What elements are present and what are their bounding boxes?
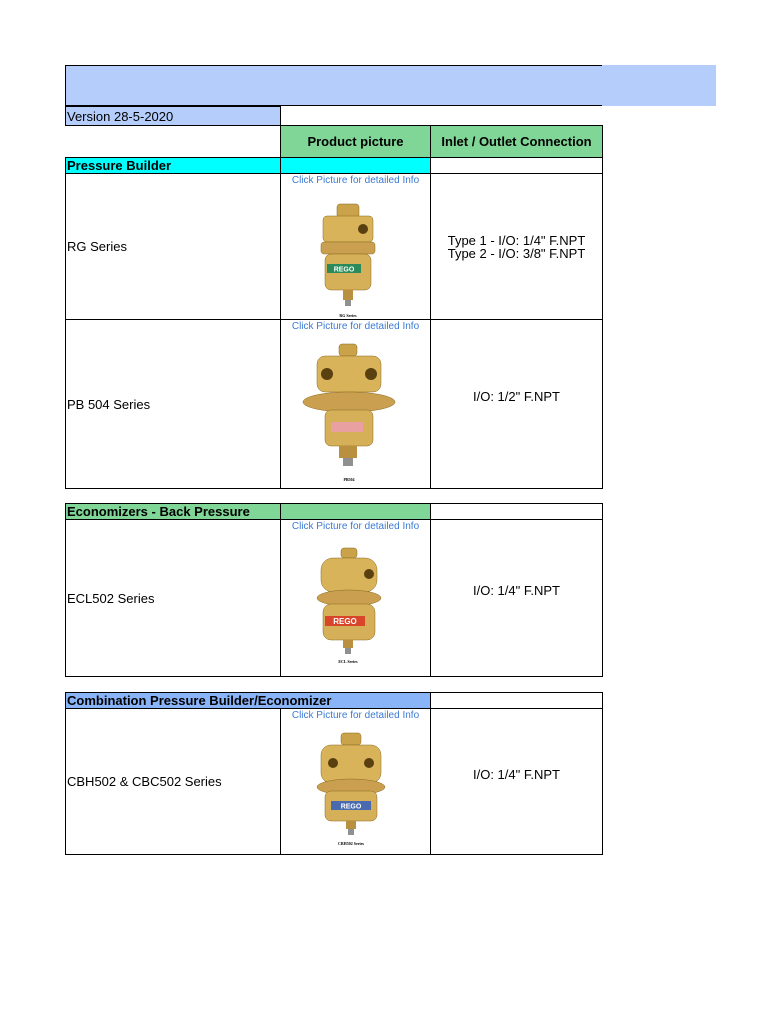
detailed-info-link[interactable]: Click Picture for detailed Info [291, 710, 420, 721]
version-text: Version 28-5-2020 [67, 108, 174, 124]
connection-text: Type 1 - I/O: 1/4" F.NPT [447, 232, 586, 248]
column-header-picture-label: Product picture [307, 134, 404, 149]
section-header-fill [280, 503, 431, 520]
section-header-fill [430, 157, 603, 174]
product-name-cell [65, 319, 281, 489]
title-band [65, 65, 602, 106]
title-band-extension [602, 65, 716, 106]
column-header-picture [280, 125, 431, 158]
connection-text: Type 2 - I/O: 3/8" F.NPT [447, 245, 586, 261]
connection-cell [430, 173, 603, 320]
connection-text: I/O: 1/2" F.NPT [473, 389, 560, 404]
section-title: Pressure Builder [67, 158, 172, 173]
version-label [65, 106, 281, 126]
column-header-connection-label: Inlet / Outlet Connection [441, 134, 592, 149]
section-header-combination [65, 692, 431, 709]
section-header-fill [280, 157, 431, 174]
detailed-info-link[interactable]: Click Picture for detailed Info [291, 175, 420, 186]
detailed-info-link[interactable]: Click Picture for detailed Info [291, 521, 420, 532]
cbh502-product-image[interactable] [311, 725, 391, 855]
image-caption: CBH502 Series [338, 841, 364, 846]
product-picture-cell [280, 708, 431, 855]
product-picture-cell [280, 519, 431, 677]
connection-cell [430, 319, 603, 489]
image-caption: ECL Series [338, 659, 358, 664]
section-header-fill [430, 503, 603, 520]
section-title: Economizers - Back Pressure [67, 504, 250, 519]
rego-logo: REGO [333, 617, 357, 626]
pb504-product-image[interactable] [301, 340, 397, 490]
connection-text: I/O: 1/4" F.NPT [473, 766, 560, 782]
rego-logo: REGO [340, 803, 362, 811]
product-name: CBH502 & CBC502 Series [67, 774, 222, 789]
product-name-cell [65, 708, 281, 855]
product-picture-cell [280, 173, 431, 320]
product-name: PB 504 Series [67, 396, 151, 412]
section-header-pressure-builder [65, 157, 281, 174]
product-name: ECL502 Series [67, 590, 155, 606]
column-header-connection [430, 125, 603, 158]
connection-text: I/O: 1/4" F.NPT [473, 583, 560, 598]
detailed-info-link[interactable]: Click Picture for detailed Info [291, 321, 420, 332]
section-header-fill [430, 692, 603, 709]
connection-cell [430, 519, 603, 677]
rg-series-product-image[interactable] [313, 196, 383, 326]
ecl502-product-image[interactable] [311, 540, 385, 675]
product-picture-cell [280, 319, 431, 489]
section-title: Combination Pressure Builder/Economizer [67, 693, 332, 708]
connection-cell [430, 708, 603, 855]
section-header-economizers [65, 503, 281, 520]
image-caption: PB504 [343, 477, 355, 482]
image-caption: RG Series [339, 313, 357, 318]
rego-logo: REGO [333, 266, 355, 274]
product-name: RG Series [67, 239, 127, 254]
product-name-cell [65, 519, 281, 677]
product-name-cell [65, 173, 281, 320]
